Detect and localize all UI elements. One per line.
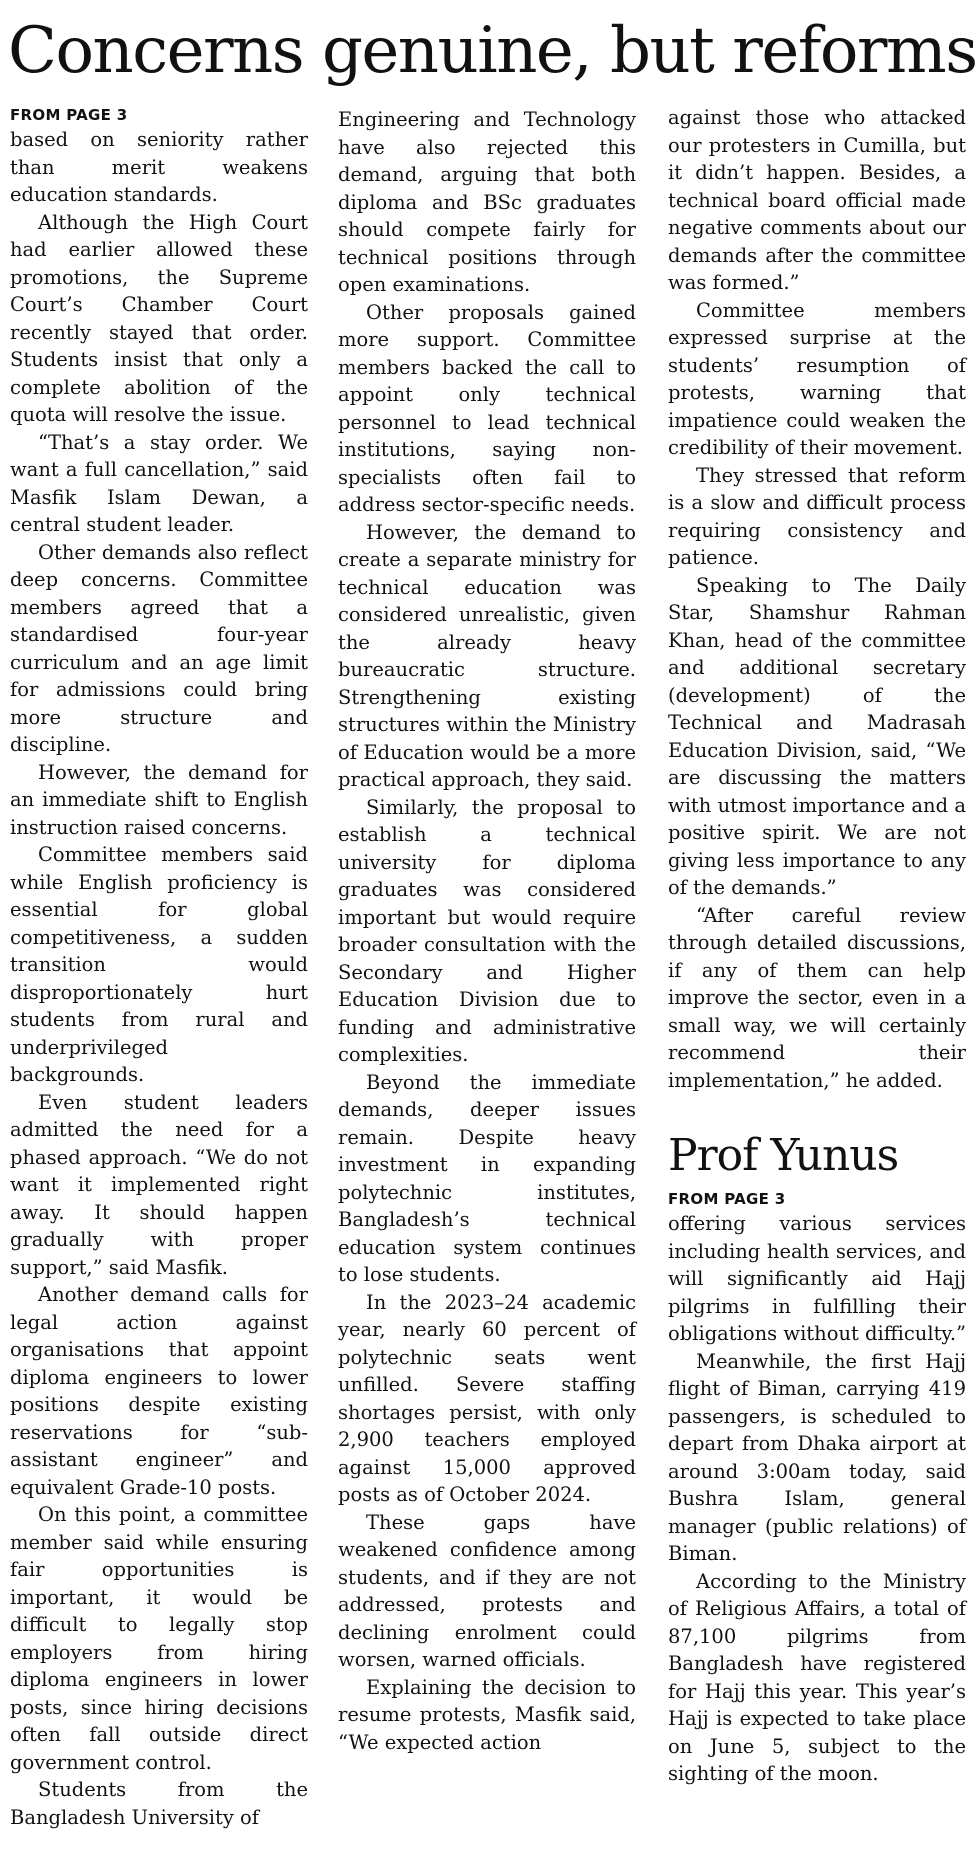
second-article-headline: Prof Yunus [668, 1130, 899, 1181]
paragraph: Although the High Court had earlier allowed these promotions, the Supreme Court’s Chamber Court recently stayed that order. Students insist that only a complete abolition of the quota will resolve the issue. [10, 210, 308, 426]
paragraph: offering various services including health services, and will significantly aid Hajj pilgrims in fulfilling their obligations without difficulty.” [668, 1212, 966, 1345]
paragraph: In the 2023–24 academic year, nearly 60 percent of polytechnic seats went unfilled. Severe staffing shortages persist, with only 2,900 teachers employed against 15,000 approved posts as of October 2024. [338, 1290, 636, 1506]
article-column-1 [10, 104, 308, 1831]
paragraph: “That’s a stay order. We want a full cancellation,” said Masfik Islam Dewan, a central student leader. [10, 430, 308, 536]
paragraph: However, the demand to create a separate ministry for technical education was considered unrealistic, given the already heavy bureaucratic structure. Strengthening existing structures within the Ministry of Education would be a more practical approach, they said. [338, 520, 636, 791]
paragraph: On this point, a committee member said while ensuring fair opportunities is important, it would be difficult to legally stop employers from hiring diploma engineers in lower posts, since hiring decisions often fall outside direct government control. [10, 1503, 308, 1774]
paragraph: Even student leaders admitted the need for a phased approach. “We do not want it implemented right away. It should happen gradually with proper support,” said Masfik. [10, 1090, 308, 1279]
paragraph: Committee members said while English proficiency is essential for global competitiveness, a sudden transition would disproportionately hurt students from rural and underprivileged backgrounds. [10, 843, 308, 1086]
continuation-kicker: FROM PAGE 3 [10, 106, 128, 124]
paragraph: Speaking to The Daily Star, Shamshur Rahman Khan, head of the committee and additional secretary (development) of the Technical and Madrasah Education Division, said, “We are discussing the matters with utmost importance and a positive spirit. We are not giving less importance to any of the demands.” [668, 573, 966, 899]
paragraph: Similarly, the proposal to establish a technical university for diploma graduates was considered important but would require broader consultation with the Secondary and Higher Education Division due to funding and administrative complexities. [338, 795, 636, 1066]
paragraph: They stressed that reform is a slow and difficult process requiring consistency and patience. [668, 463, 966, 569]
paragraph: Another demand calls for legal action against organisations that appoint diploma engineers to lower positions despite existing reservations for “sub-assistant engineer” and equivalent Grade-10 posts. [10, 1283, 308, 1499]
paragraph: According to the Ministry of Religious Affairs, a total of 87,100 pilgrims from Bangladesh have registered for Hajj this year. This year’s Hajj is expected to take place on June 5, subject to the sighting of the moon. [668, 1569, 966, 1785]
paragraph: “After careful review through detailed discussions, if any of them can help improve the sector, even in a small way, we will certainly recommend their implementation,” he added. [668, 903, 966, 1092]
paragraph: based on seniority rather than merit weakens education standards. [10, 128, 308, 206]
paragraph: Committee members expressed surprise at the students’ resumption of protests, warning that impatience could weaken the credibility of their movement. [668, 298, 966, 459]
paragraph: These gaps have weakened confidence among students, and if they are not addressed, protests and declining enrolment could worsen, warned officials. [338, 1510, 636, 1671]
headline: Concerns genuine, but reforms [8, 14, 977, 88]
paragraph: Students from the Bangladesh University of [10, 1778, 308, 1829]
paragraph: Meanwhile, the first Hajj flight of Biman, carrying 419 passengers, is scheduled to depart from Dhaka airport at around 3:00am today, said Bushra Islam, general manager (public relations) of Biman. [668, 1349, 966, 1565]
paragraph: However, the demand for an immediate shift to English instruction raised concerns. [10, 760, 308, 839]
paragraph: Beyond the immediate demands, deeper issues remain. Despite heavy investment in expanding polytechnic institutes, Bangladesh’s technical education system continues to lose students. [338, 1070, 636, 1286]
paragraph: Other proposals gained more support. Committee members backed the call to appoint only technical personnel to lead technical institutions, saying non-specialists often fail to address sector-specific needs. [338, 300, 636, 516]
paragraph: Engineering and Technology have also rejected this demand, arguing that both diploma and BSc graduates should compete fairly for technical positions through open examinations. [338, 108, 636, 296]
article-column-3 [668, 104, 966, 1788]
article-column-2 [338, 106, 636, 1756]
continuation-kicker: FROM PAGE 3 [668, 1190, 786, 1208]
paragraph: Explaining the decision to resume protests, Masfik said, “We expected action [338, 1675, 636, 1754]
paragraph: against those who attacked our protesters in Cumilla, but it didn’t happen. Besides, a technical board official made negative comments about our demands after the committee was formed.” [668, 106, 966, 294]
paragraph: Other demands also reflect deep concerns. Committee members agreed that a standardised four-year curriculum and an age limit for admissions could bring more structure and discipline. [10, 540, 308, 756]
